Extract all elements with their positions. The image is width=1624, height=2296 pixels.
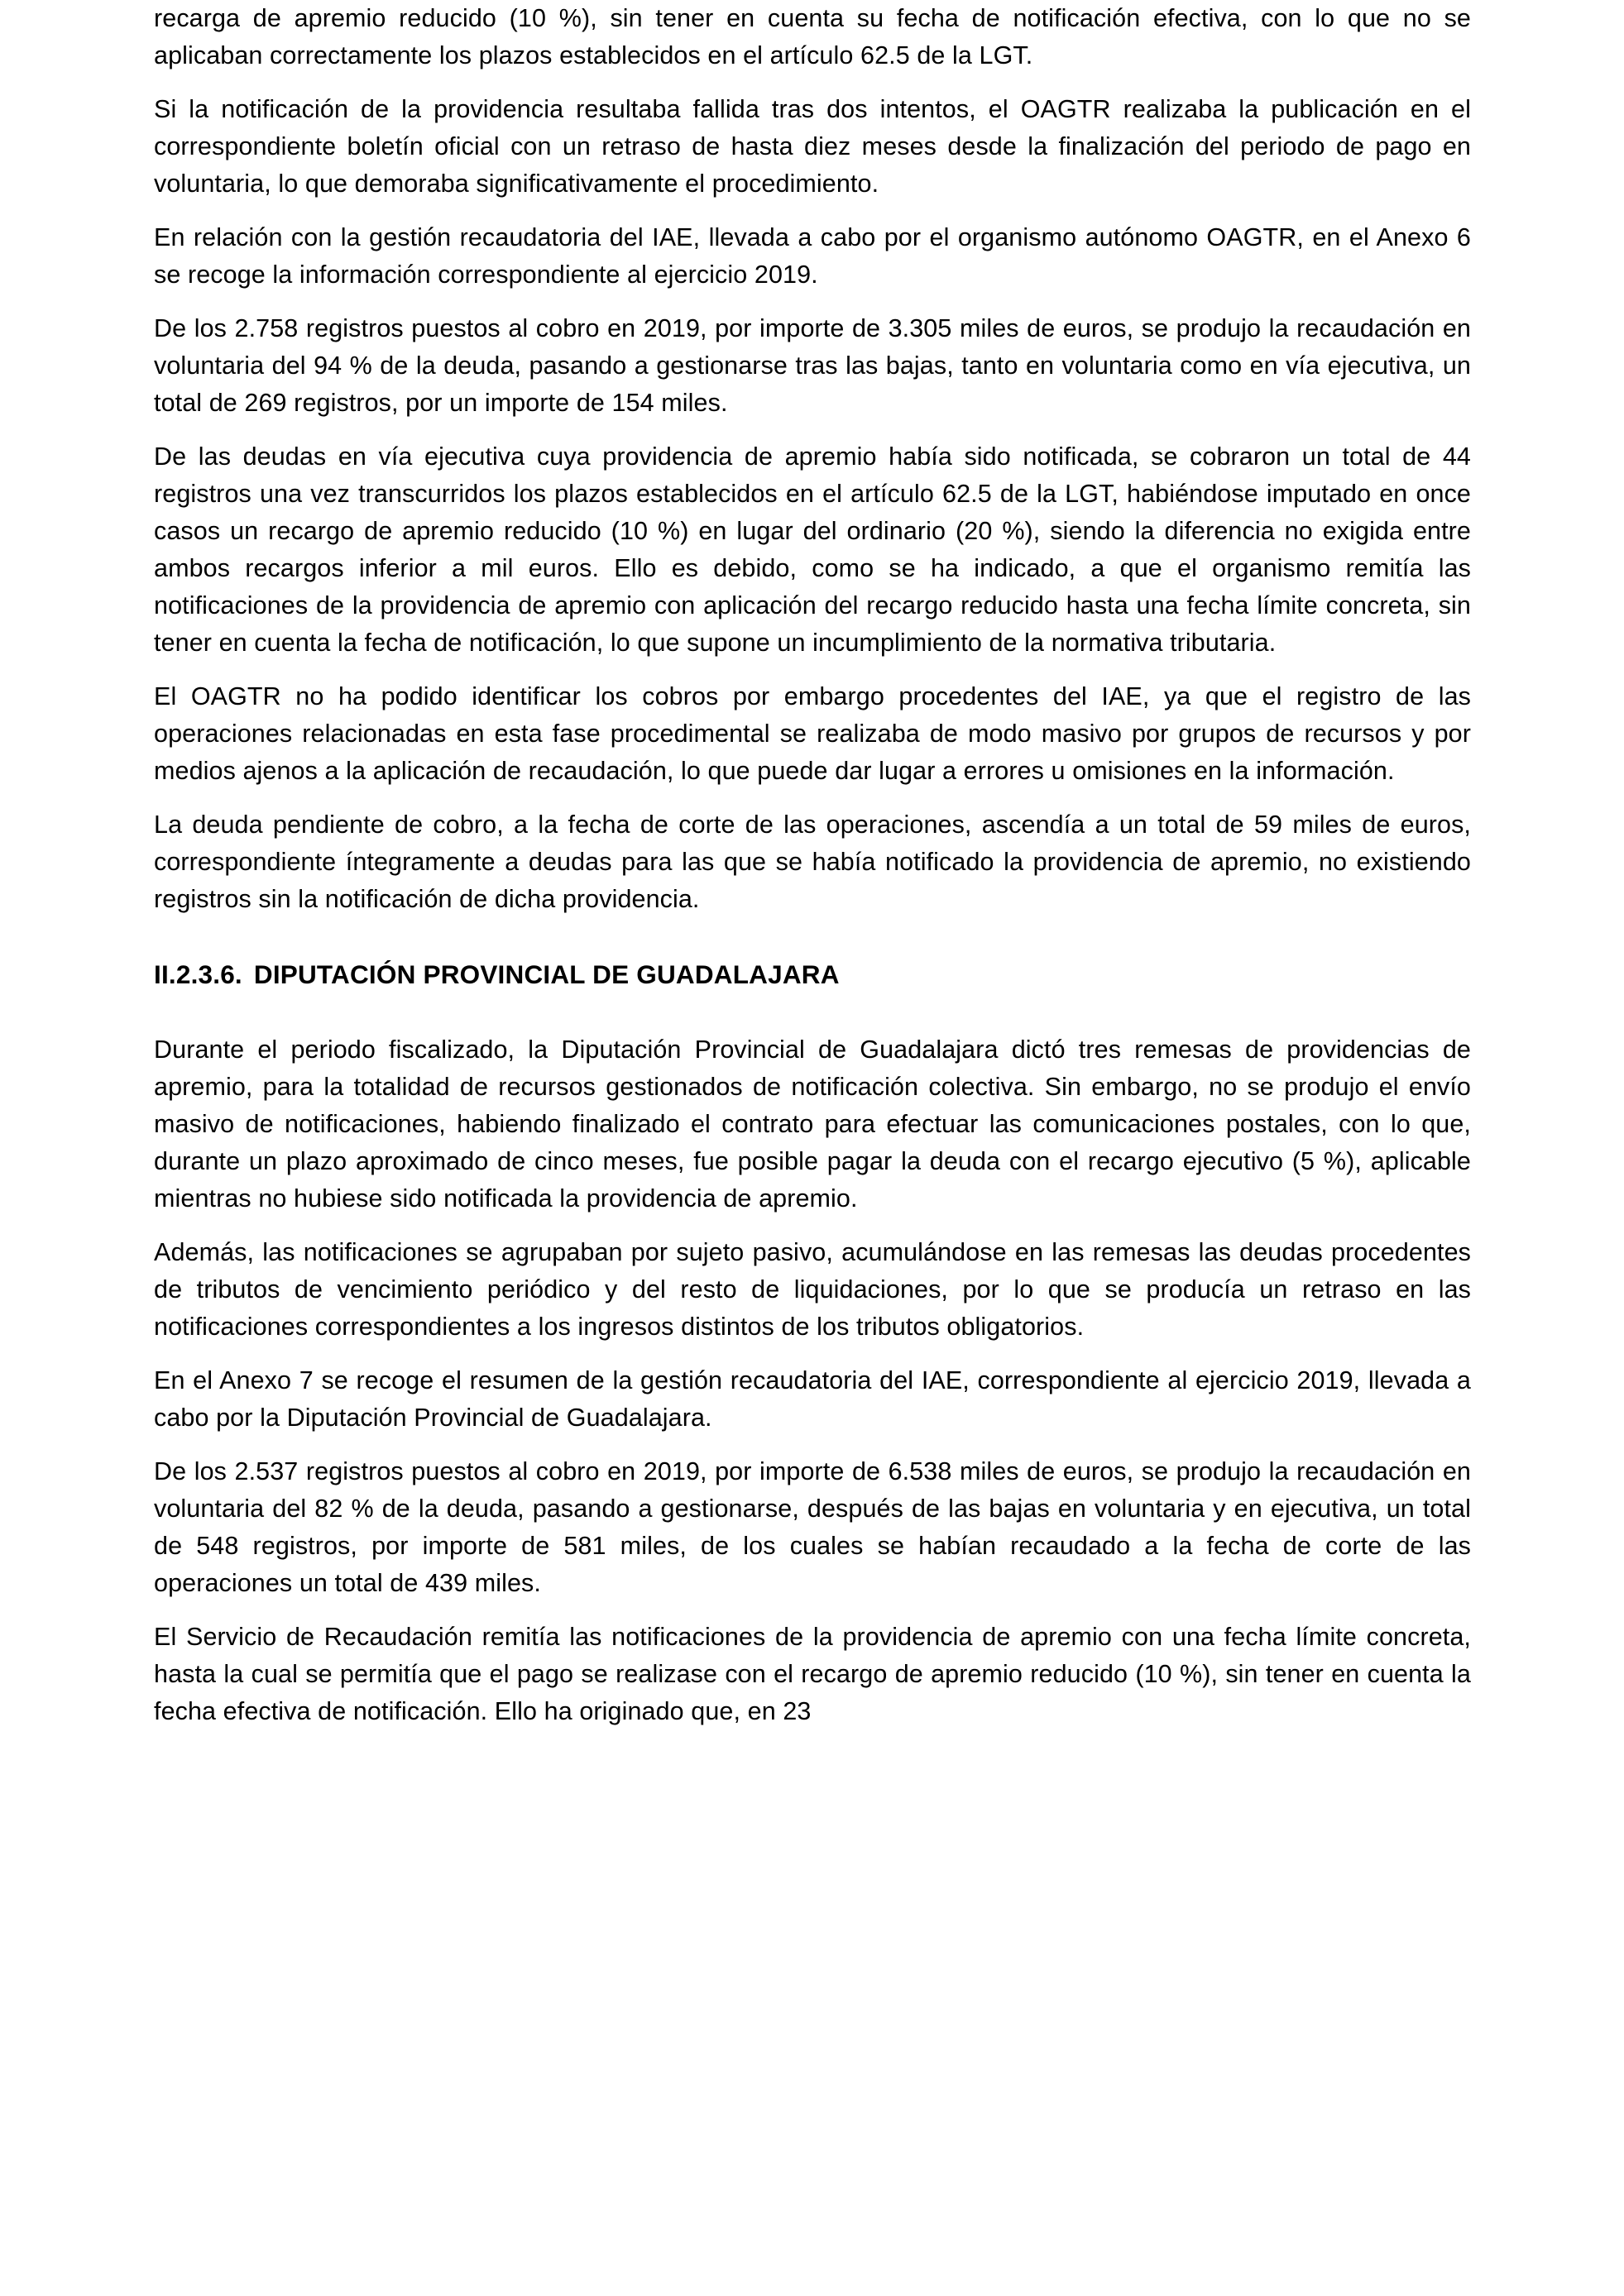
paragraph: El OAGTR no ha podido identificar los cobros por embargo procedentes del IAE, ya que el registro de las operaciones relacionadas en esta fase procedimental se realizaba de modo masivo por grupos de recursos y por medios ajenos a la aplicación de recaudación, lo que puede dar lugar a errores u omisiones en la información. bbox=[154, 682, 1471, 785]
paragraph-block-before-heading bbox=[154, 0, 1471, 918]
section-heading-block bbox=[154, 956, 1471, 993]
page-bottom-whitespace bbox=[154, 1730, 1471, 1731]
paragraph: De las deudas en vía ejecutiva cuya providencia de apremio había sido notificada, se cobraron un total de 44 registros una vez transcurridos los plazos establecidos en el artículo 62.5 de la LGT, habiéndose imputado en once casos un recargo de apremio reducido (10 %) en lugar del ordinario (20 %), siendo la diferencia no exigida entre ambos recargos inferior a mil euros. Ello es debido, como se ha indicado, a que el organismo remitía las notificaciones de la providencia de apremio con aplicación del recargo reducido hasta una fecha límite concreta, sin tener en cuenta la fecha de notificación, lo que supone un incumplimiento de la normativa tributaria. bbox=[154, 442, 1471, 657]
paragraph-block-after-heading bbox=[154, 1031, 1471, 1730]
section-heading-title: DIPUTACIÓN PROVINCIAL DE GUADALAJARA bbox=[253, 959, 840, 989]
section-heading bbox=[154, 956, 1471, 993]
page-text-column bbox=[154, 0, 1471, 1731]
paragraph: En el Anexo 7 se recoge el resumen de la gestión recaudatoria del IAE, correspondiente al ejercicio 2019, llevada a cabo por la Diputación Provincial de Guadalajara. bbox=[154, 1366, 1471, 1432]
paragraph: La deuda pendiente de cobro, a la fecha de corte de las operaciones, ascendía a un total de 59 miles de euros, correspondiente íntegramente a deudas para las que se había notificado la providencia de apremio, no existiendo registros sin la notificación de dicha providencia. bbox=[154, 811, 1471, 913]
section-heading-number: II.2.3.6. bbox=[154, 959, 242, 989]
paragraph: En relación con la gestión recaudatoria del IAE, llevada a cabo por el organismo autónomo OAGTR, en el Anexo 6 se recoge la información correspondiente al ejercicio 2019. bbox=[154, 223, 1471, 289]
paragraph: Si la notificación de la providencia resultaba fallida tras dos intentos, el OAGTR realizaba la publicación en el correspondiente boletín oficial con un retraso de hasta diez meses desde la finalización del periodo de pago en voluntaria, lo que demoraba significativamente el procedimiento. bbox=[154, 95, 1471, 198]
paragraph: Durante el periodo fiscalizado, la Diputación Provincial de Guadalajara dictó tres remesas de providencias de apremio, para la totalidad de recursos gestionados de notificación colectiva. Sin embargo, no se produjo el envío masivo de notificaciones, habiendo finalizado el contrato para efectuar las comunicaciones postales, con lo que, durante un plazo aproximado de cinco meses, fue posible pagar la deuda con el recargo ejecutivo (5 %), aplicable mientras no hubiese sido notificada la providencia de apremio. bbox=[154, 1036, 1471, 1213]
paragraph: El Servicio de Recaudación remitía las notificaciones de la providencia de apremio con una fecha límite concreta, hasta la cual se permitía que el pago se realizase con el recargo de apremio reducido (10 %), sin tener en cuenta la fecha efectiva de notificación. Ello ha originado que, en 23 bbox=[154, 1623, 1471, 1725]
paragraph: recarga de apremio reducido (10 %), sin tener en cuenta su fecha de notificación efectiva, con lo que no se aplicaban correctamente los plazos establecidos en el artículo 62.5 de la LGT. bbox=[154, 4, 1471, 69]
paragraph: Además, las notificaciones se agrupaban por sujeto pasivo, acumulándose en las remesas las deudas procedentes de tributos de vencimiento periódico y del resto de liquidaciones, por lo que se producía un retraso en las notificaciones correspondientes a los ingresos distintos de los tributos obligatorios. bbox=[154, 1238, 1471, 1341]
paragraph: De los 2.537 registros puestos al cobro en 2019, por importe de 6.538 miles de euros, se produjo la recaudación en voluntaria del 82 % de la deuda, pasando a gestionarse, después de las bajas en voluntaria y en ejecutiva, un total de 548 registros, por importe de 581 miles, de los cuales se habían recaudado a la fecha de corte de las operaciones un total de 439 miles. bbox=[154, 1457, 1471, 1597]
paragraph: De los 2.758 registros puestos al cobro en 2019, por importe de 3.305 miles de euros, se produjo la recaudación en voluntaria del 94 % de la deuda, pasando a gestionarse tras las bajas, tanto en voluntaria como en vía ejecutiva, un total de 269 registros, por un importe de 154 miles. bbox=[154, 314, 1471, 417]
